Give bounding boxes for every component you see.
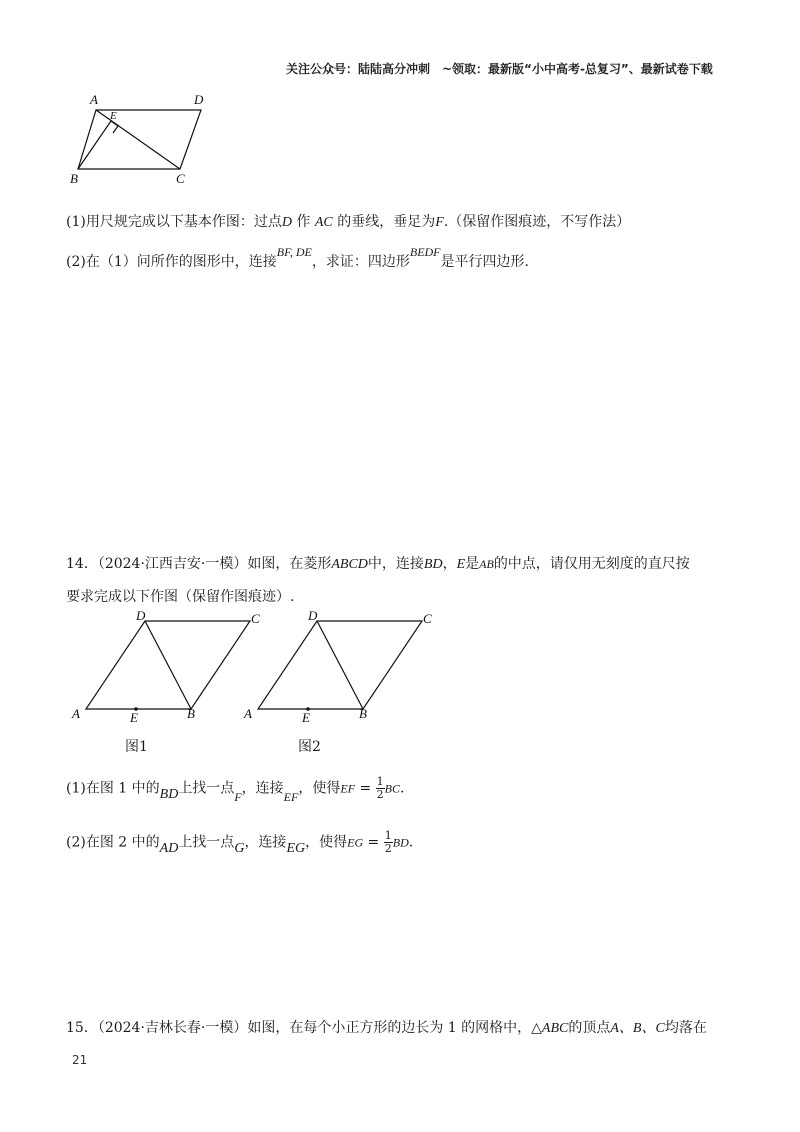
figure-2-rhombus bbox=[238, 610, 448, 730]
fig1-label-d: D bbox=[136, 610, 146, 623]
label-a: A bbox=[90, 92, 98, 107]
figure-parallelogram-abcd bbox=[66, 88, 216, 188]
label-e: E bbox=[110, 110, 117, 122]
fig2-caption: 图2 bbox=[298, 739, 321, 755]
fig1-caption: 图1 bbox=[125, 739, 148, 755]
q13-part2: (2)在（1）问所作的图形中，连接BF, DE，求证：四边形BEDF是平行四边形. bbox=[66, 245, 529, 270]
fig1-label-b: B bbox=[187, 706, 195, 721]
fig2-label-a: A bbox=[244, 706, 252, 721]
page-header: 关注公众号：陆陆高分冲刺 ~领取：最新版“小中高考-总复习”、最新试卷下载 bbox=[286, 62, 713, 76]
segment-be bbox=[78, 121, 111, 169]
page-number: 21 bbox=[72, 1053, 88, 1067]
q14-line2: 要求完成以下作图（保留作图痕迹）. bbox=[66, 589, 295, 605]
fraction-one-half: $\frac{1}{2}$ bbox=[384, 829, 392, 855]
q15-line1: 15．（2024·吉林长春·一模）如图，在每个小正方形的边长为 1 的网格中，△ABC的顶点A、B、C均落在 bbox=[66, 1020, 707, 1036]
diagonal-ac bbox=[96, 110, 180, 169]
fig2-label-d: D bbox=[308, 610, 318, 623]
parallelogram-outline bbox=[78, 110, 201, 169]
q14-part2: (2)在图 2 中的AD上找一点G，连接EG，使得EG = $\frac{1}{2}$ BD. bbox=[66, 829, 414, 856]
label-c: C bbox=[176, 171, 185, 186]
label-b: B bbox=[70, 171, 78, 186]
diagonal-bd bbox=[145, 621, 191, 709]
fig1-label-c: C bbox=[251, 611, 260, 626]
label-d: D bbox=[194, 92, 204, 107]
q14-part1: (1)在图 1 中的BD上找一点F，连接EF，使得EF = $\frac{1}{2}$ BC. bbox=[66, 775, 405, 804]
q14-line1: 14．（2024·江西吉安·一模）如图，在菱形ABCD中，连接BD，E是AB的中点，请仅用无刻度的直尺按 bbox=[66, 556, 690, 572]
right-angle-mark bbox=[111, 121, 118, 133]
fraction-one-half: $\frac{1}{2}$ bbox=[376, 775, 384, 801]
diagonal-bd bbox=[317, 621, 363, 709]
fig1-label-e: E bbox=[130, 710, 138, 725]
fig2-label-c: C bbox=[423, 611, 432, 626]
q13-part1: (1)用尺规完成以下基本作图：过点D 作 AC 的垂线，垂足为F.（保留作图痕迹，不写作法） bbox=[66, 214, 631, 230]
fig1-label-a: A bbox=[72, 706, 80, 721]
fig2-label-e: E bbox=[302, 710, 310, 725]
fig2-label-b: B bbox=[359, 706, 367, 721]
